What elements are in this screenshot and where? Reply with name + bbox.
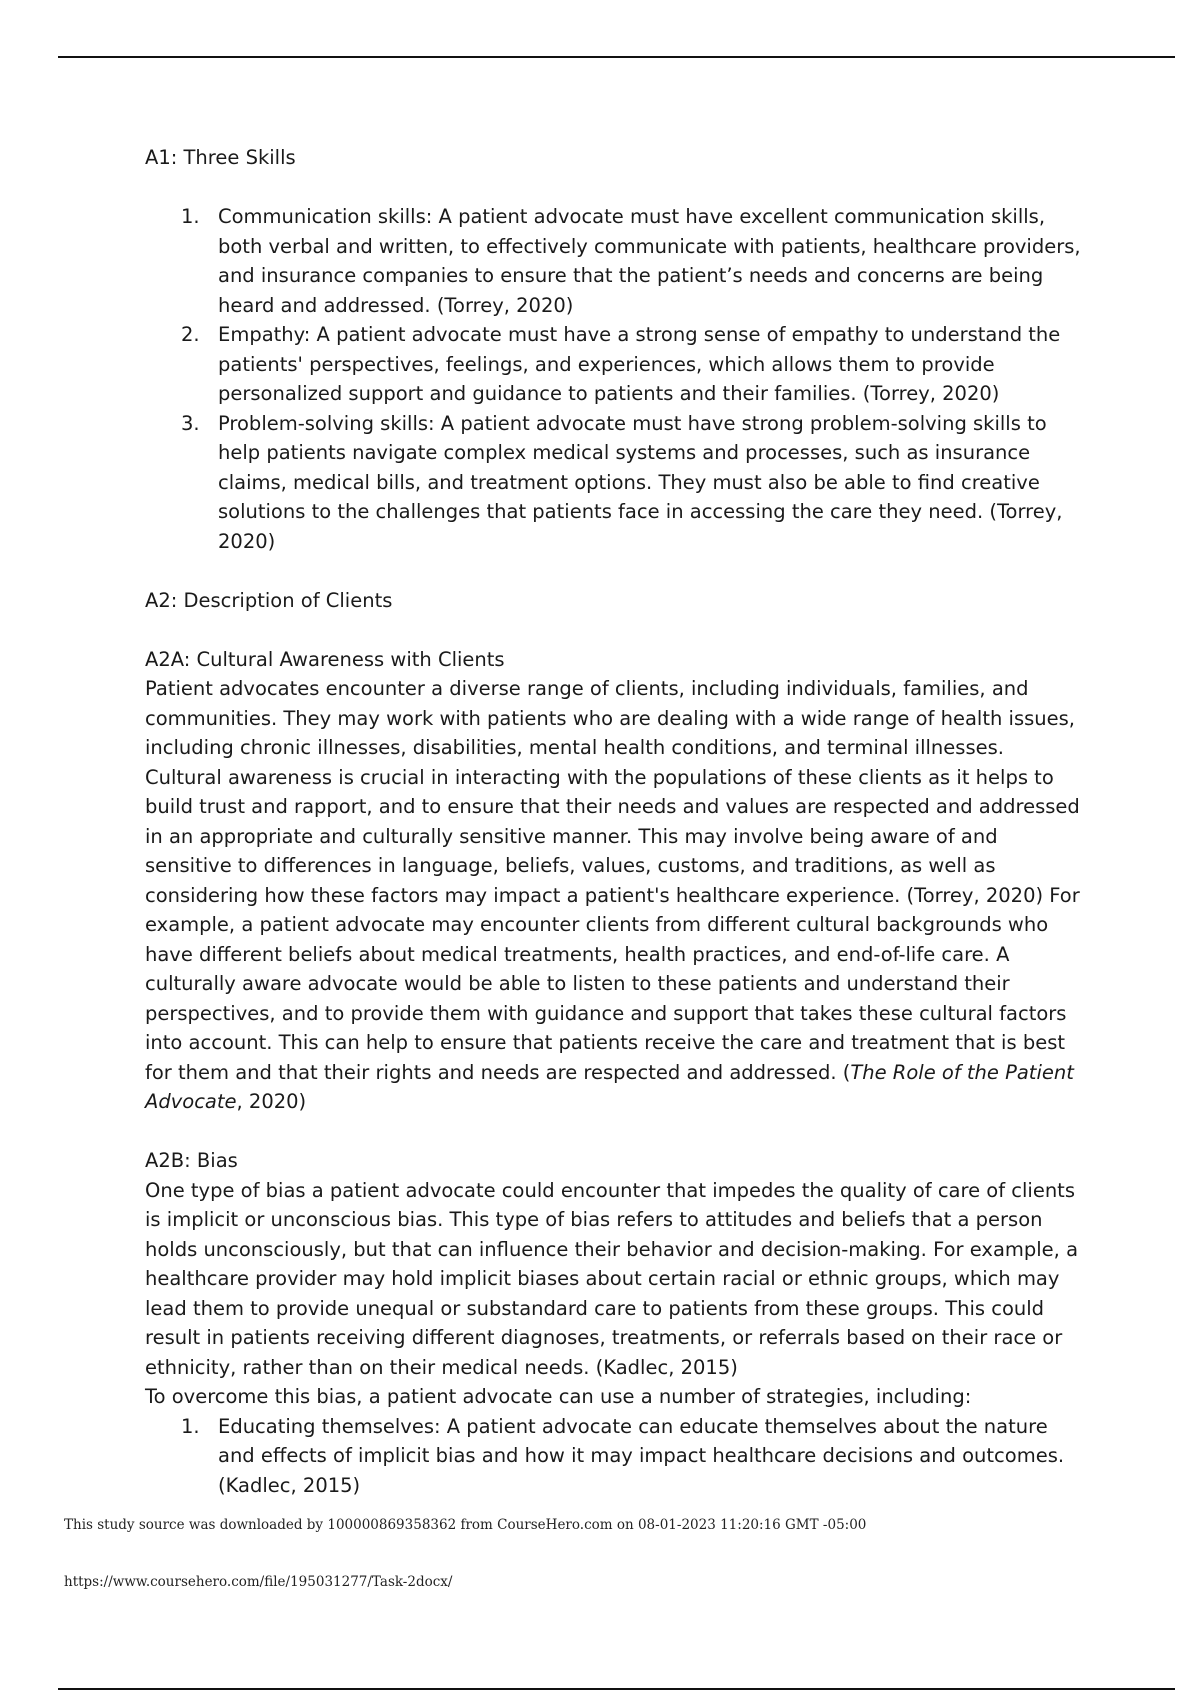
list-item-text: Educating themselves: A patient advocate can educate themselves about the nature and effects of implicit bias and how it may impact healthcare decisions and outcomes. (Kadlec, 2015) — [218, 1414, 1065, 1497]
list-item — [145, 409, 1085, 557]
skills-list — [145, 202, 1085, 556]
citation-tail: , 2020) — [236, 1090, 307, 1113]
list-item-text: Problem-solving skills: A patient advocate must have strong problem-solving skills to help patients navigate complex medical systems and processes, such as insurance claims, medical bills, and treatment options. They must also be able to find creative solutions to the challenges that patients face in accessing the care they need. (Torrey, 2020) — [218, 411, 1063, 553]
list-item-text: Empathy: A patient advocate must have a strong sense of empathy to understand the patients' perspectives, feelings, and experiences, which allows them to provide personalized support and guidance to patients and their families. (Torrey, 2020) — [218, 323, 1061, 405]
list-item — [145, 1412, 1085, 1501]
paragraph-strategies-intro: To overcome this bias, a patient advocate can use a number of strategies, including: — [145, 1385, 972, 1408]
top-rule — [58, 56, 1175, 58]
download-note: This study source was downloaded by 100000869358362 from CourseHero.com on 08-01-2023 11:20:16 GMT -05:00 — [64, 1517, 867, 1533]
section-heading-a2b: A2B: Bias — [145, 1149, 238, 1172]
strategies-list — [145, 1412, 1085, 1501]
list-item — [145, 320, 1085, 409]
section-heading-a2a: A2A: Cultural Awareness with Clients — [145, 647, 505, 671]
list-number: 3. — [181, 411, 200, 435]
section-heading-a2: A2: Description of Clients — [145, 588, 393, 612]
source-url: https://www.coursehero.com/file/195031277/Task-2docx/ — [64, 1574, 453, 1590]
paragraph-text: Patient advocates encounter a diverse range of clients, including individuals, families, and communities. They may work with patients who are dealing with a wide range of health issues, including chronic illnesses, disabilities, mental health conditions, and terminal illnesses. Cultural awareness is crucial in interacting with the populations of these clients as it helps to build trust and rapport, and to ensure that their needs and values are respected and addressed in an appropriate and culturally sensitive manner. This may involve being aware of and sensitive to differences in language, beliefs, values, customs, and traditions, as well as considering how these factors may impact a patient's healthcare experience. (Torrey, 2020) For example, a patient advocate may encounter clients from different cultural backgrounds who have different beliefs about medical treatments, health practices, and end-of-life care. A culturally aware advocate would be able to listen to these patients and understand their perspectives, and to provide them with guidance and support that takes these cultural factors into account. This can help to ensure that patients receive the care and treatment that is best for them and that their rights and needs are respected and addressed. ( — [145, 677, 1080, 1084]
list-number: 1. — [181, 205, 200, 228]
list-item-text: Communication skills: A patient advocate must have excellent communication skills, both verbal and written, to effectively communicate with patients, healthcare providers, and insurance companies to ensure that the patient’s needs and concerns are being heard and addressed. (Torrey, 2020) — [218, 205, 1081, 317]
section-heading-a1: A1: Three Skills — [145, 146, 296, 169]
list-number: 2. — [181, 323, 200, 346]
document-body — [145, 143, 1085, 1500]
citation-title: The Role of the Patient Advocate — [145, 1060, 1074, 1113]
list-item — [145, 202, 1085, 320]
bottom-rule — [58, 1688, 1175, 1690]
paragraph-cultural-awareness — [145, 674, 1085, 1117]
list-number: 1. — [181, 1414, 200, 1438]
paragraph-bias: One type of bias a patient advocate could encounter that impedes the quality of care of clients is implicit or unconscious bias. This type of bias refers to attitudes and beliefs that a person holds unconsciously, but that can influence their behavior and decision-making. For example, a healthcare provider may hold implicit biases about certain racial or ethnic groups, which may lead them to provide unequal or substandard care to patients from these groups. This could result in patients receiving different diagnoses, treatments, or referrals based on their race or ethnicity, rather than on their medical needs. (Kadlec, 2015) — [145, 1178, 1079, 1379]
